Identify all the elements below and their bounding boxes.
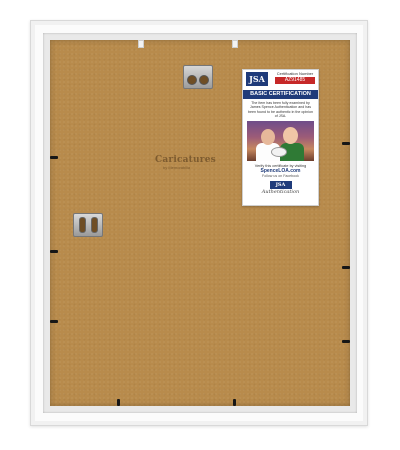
retaining-tab — [342, 340, 350, 343]
retaining-tab — [117, 399, 120, 406]
verify-url: SpenceLOA.com — [260, 168, 301, 174]
jsa-certificate-sticker — [242, 69, 319, 206]
top-notch-right — [232, 40, 238, 48]
retaining-tab — [50, 156, 58, 159]
maker-stamp — [155, 155, 216, 170]
maker-stamp-sub: by Memorabilia — [163, 165, 191, 170]
sawtooth-hanger-side — [73, 213, 103, 237]
follow-text: Follow us on Facebook — [262, 174, 299, 178]
retaining-tab — [342, 142, 350, 145]
jsa-footer-signature: Authentication — [261, 189, 300, 195]
certificate-photo — [247, 121, 314, 161]
verify-text: Verify this certificate by visiting — [254, 164, 307, 168]
maker-stamp-brand: Caricatures — [155, 155, 216, 165]
retaining-tab — [50, 250, 58, 253]
retaining-tab — [50, 320, 58, 323]
top-notch-left — [138, 40, 144, 48]
jsa-logo: JSA — [246, 72, 268, 86]
certification-number: AZ91485 — [275, 77, 315, 84]
retaining-tab — [342, 266, 350, 269]
certification-label: Certification Number — [276, 71, 314, 76]
certification-body: The item has been fully examined by James Spence Authentication and has been found to be authentic in the opinion of JSA. — [248, 101, 313, 119]
certification-title: BASIC CERTIFICATION — [243, 90, 318, 99]
jsa-footer-logo: JSA — [270, 181, 292, 189]
retaining-tab — [233, 399, 236, 406]
sawtooth-hanger-top — [183, 65, 213, 89]
